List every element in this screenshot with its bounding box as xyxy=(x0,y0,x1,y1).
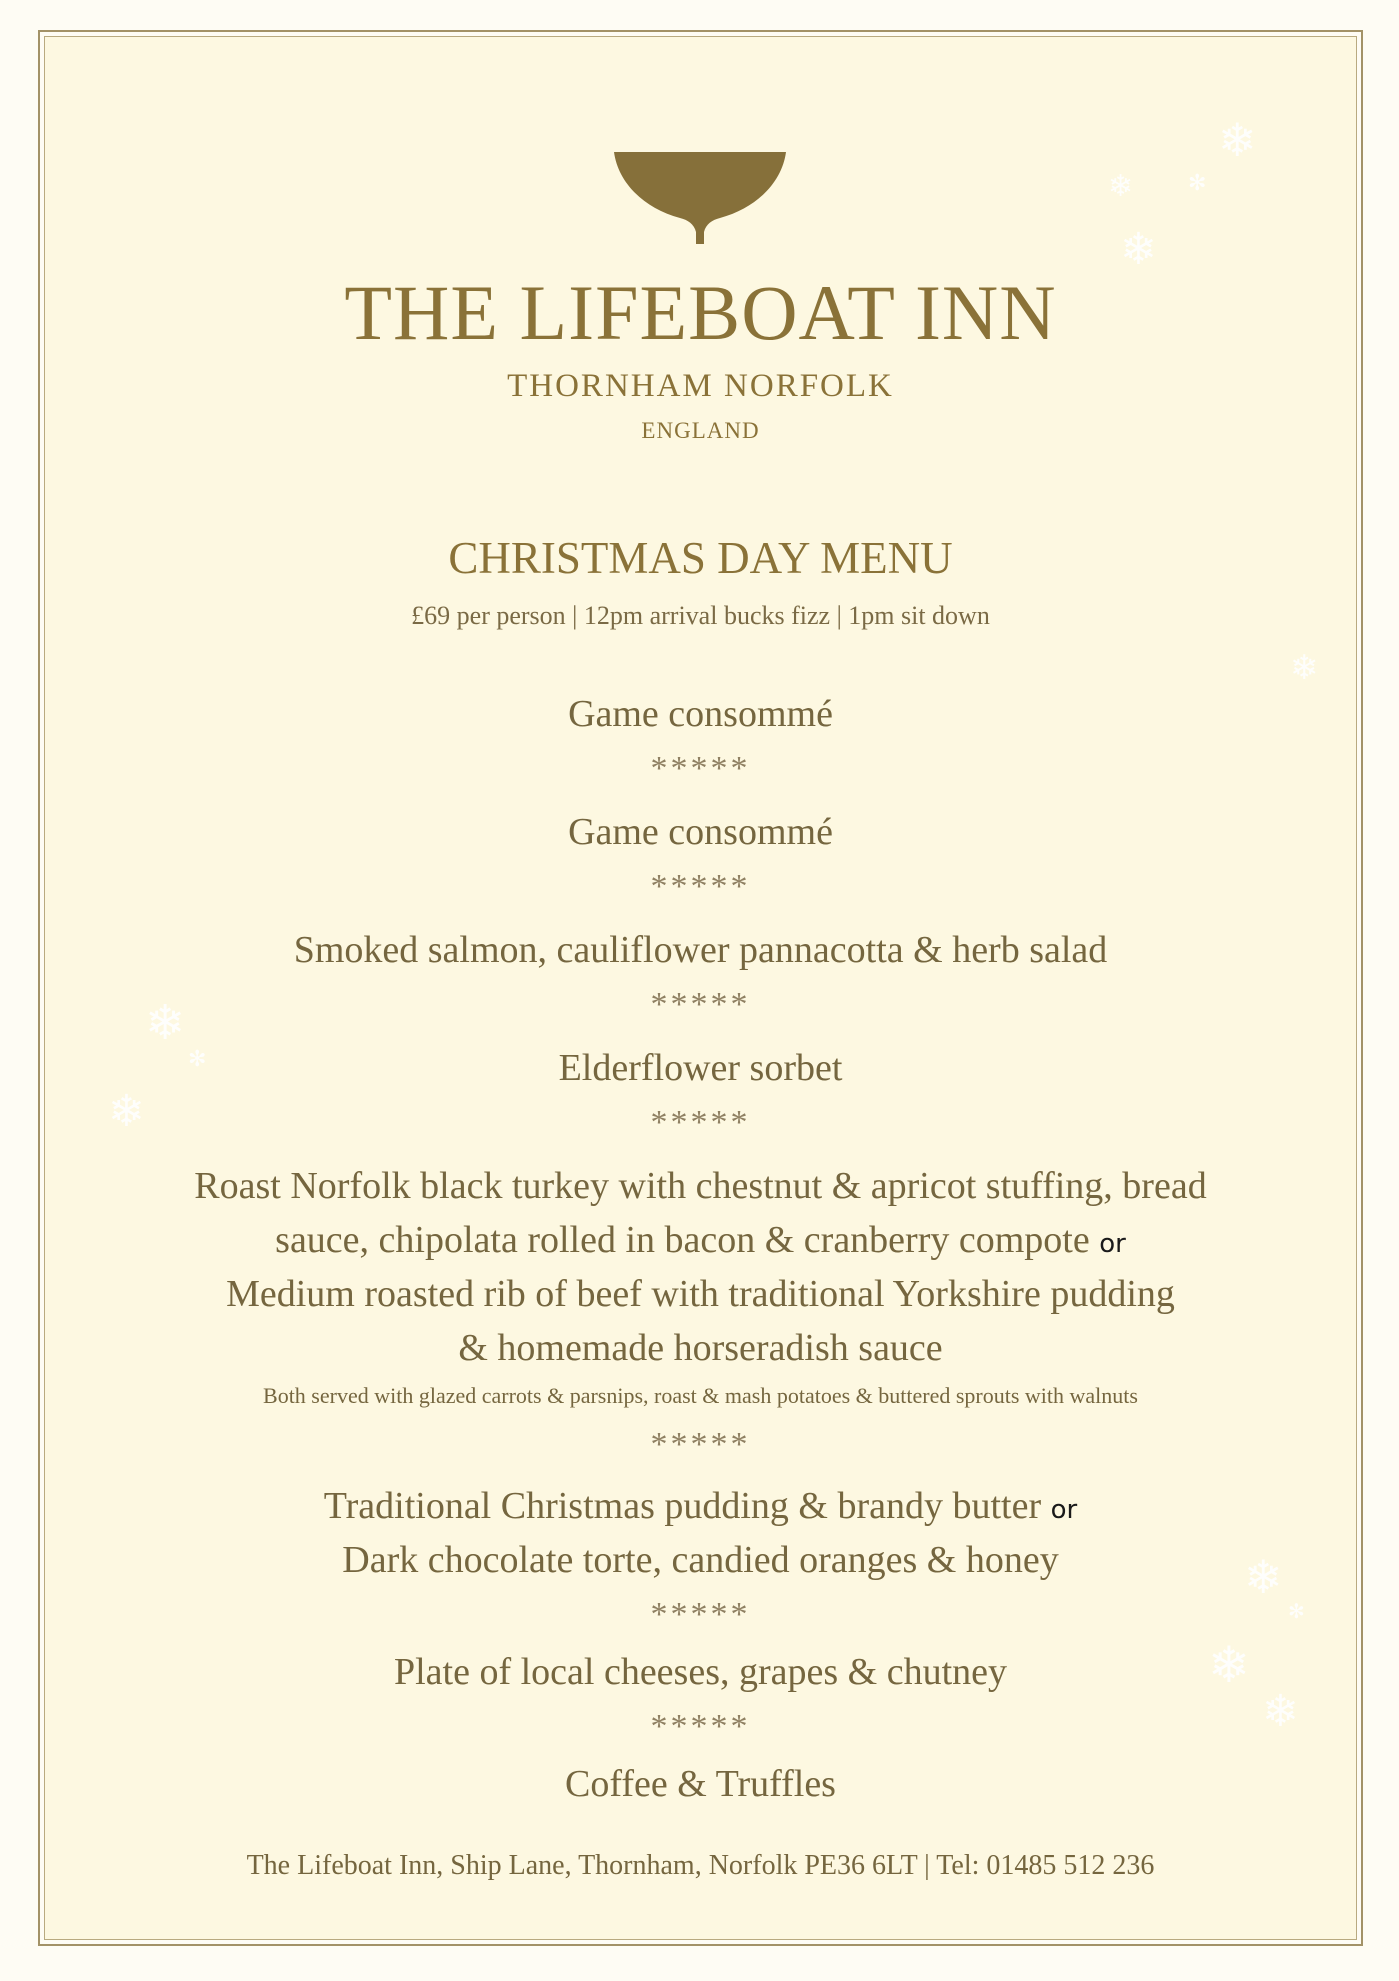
snowflake-icon: ❄ xyxy=(1218,115,1257,166)
snowflake-icon: ✻ xyxy=(1188,170,1207,195)
restaurant-country: ENGLAND xyxy=(641,418,760,443)
course-consomme-2: Game consommé xyxy=(568,811,833,853)
main-course-line-1: Roast Norfolk black turkey with chestnut & apricot stuffing, bread xyxy=(194,1165,1207,1207)
course-coffee: Coffee & Truffles xyxy=(565,1763,836,1805)
menu-subtitle: £69 per person | 12pm arrival bucks fizz | 1pm sit down xyxy=(411,601,990,630)
main-course-line-2 xyxy=(44,1218,1357,1262)
restaurant-location: THORNHAM NORFOLK xyxy=(507,368,894,404)
course-separator: ***** xyxy=(650,986,751,1023)
dessert-line-2: Dark chocolate torte, candied oranges & honey xyxy=(342,1539,1059,1581)
course-separator: ***** xyxy=(650,1104,751,1141)
footer-address: The Lifeboat Inn, Ship Lane, Thornham, Norfolk PE36 6LT | Tel: 01485 512 236 xyxy=(246,1850,1155,1881)
course-consomme-1: Game consommé xyxy=(568,693,833,735)
snowflake-icon: ❄ xyxy=(1108,170,1134,203)
course-separator: ***** xyxy=(650,868,751,905)
main-course-line-2-text: sauce, chipolata rolled in bacon & cranberry compote xyxy=(275,1219,1090,1261)
snowflake-icon: ✻ xyxy=(188,1046,207,1071)
course-separator: ***** xyxy=(650,1596,751,1633)
snowflake-icon: ❄ xyxy=(108,1087,145,1136)
snowflake-icon: ❄ xyxy=(1120,225,1157,274)
restaurant-name: THE LIFEBOAT INN xyxy=(344,269,1057,356)
course-separator: ***** xyxy=(650,1426,751,1463)
snowflake-icon: ❄ xyxy=(145,997,186,1050)
course-smoked-salmon: Smoked salmon, cauliflower pannacotta & herb salad xyxy=(293,929,1108,971)
menu-title: CHRISTMAS DAY MENU xyxy=(448,533,953,583)
snowflake-icon: ❄ xyxy=(1290,650,1319,687)
handwritten-or-note: or xyxy=(1050,1495,1078,1525)
main-course-line-4: & homemade horseradish sauce xyxy=(458,1327,943,1369)
course-separator: ***** xyxy=(650,1708,751,1745)
snowflake-icon: ❄ xyxy=(1244,1552,1283,1603)
main-course-sides-note: Both served with glazed carrots & parsnips, roast & mash potatoes & buttered sprouts with walnuts xyxy=(263,1383,1138,1408)
main-course-line-3: Medium roasted rib of beef with traditional Yorkshire pudding xyxy=(226,1273,1175,1315)
lifeboat-logo-icon xyxy=(612,152,788,248)
dessert-line-1-text: Traditional Christmas pudding & brandy butter xyxy=(323,1485,1042,1527)
snowflake-icon: ❄ xyxy=(1208,1637,1250,1693)
dessert-line-1 xyxy=(44,1484,1357,1528)
course-separator: ***** xyxy=(650,750,751,787)
course-sorbet: Elderflower sorbet xyxy=(558,1047,843,1089)
snowflake-icon: ❄ xyxy=(1262,1687,1299,1736)
snowflake-icon: ✻ xyxy=(1288,1601,1305,1623)
handwritten-or-note: or xyxy=(1099,1229,1126,1259)
course-cheese: Plate of local cheeses, grapes & chutney xyxy=(393,1651,1008,1693)
